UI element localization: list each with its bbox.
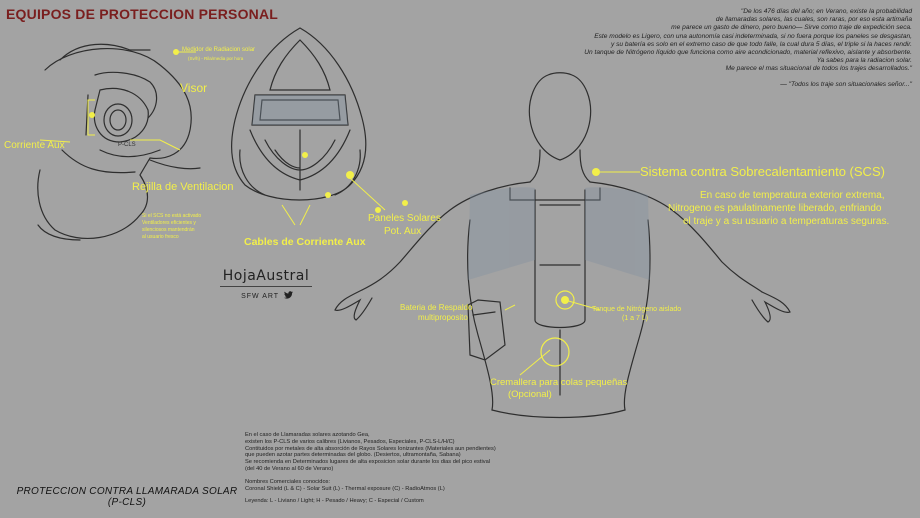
quote-line: "De los 476 días del año; en Verano, existe la probabilidad [740, 8, 912, 15]
footer-brands: Coronal Shield (L & C) - Solar Suit (L) - Thermal exposure (C) - RadioAtmos (L) [245, 485, 445, 492]
rejilla-note: al usuario fresco [142, 234, 179, 240]
label-corriente-aux: Corriente Aux [4, 140, 65, 151]
quote-line: de llamaradas solares, las cuales, son raras, por eso esta artimaña [715, 16, 912, 24]
footer-line: que pueden azotar partes determinadas del globo. (Desiertos, ultramontaña, Sabana) [245, 452, 461, 459]
suit-mark: P-CLS [118, 142, 136, 148]
quote-line: Ya sabes para la radiacion solar. [816, 57, 912, 65]
callout-dots [89, 49, 600, 304]
label-cremallera-sub: (Opcional) [508, 389, 552, 400]
quote-line: Me parece el mas situacional de todos los trajes desarrollados." [725, 65, 912, 73]
scs-desc: el traje y a su usuario a temperaturas seguras. [683, 216, 890, 227]
rejilla-note: silenciosos mantendrán [142, 227, 195, 233]
twitter-bird-icon [284, 291, 293, 299]
footer-notes [245, 432, 575, 505]
label-cables: Cables de Corriente Aux [244, 236, 366, 248]
label-tanque: Tanque de Nitrógeno aislado [592, 306, 682, 313]
quote-signature: — "Todos los traje son situacionales señor..." [780, 80, 912, 88]
label-medidor-sub: (Sv/h) - Rila/media por hora [188, 56, 244, 61]
suit-back-drawing [335, 73, 790, 418]
scs-desc: En caso de temperatura exterior extrema, [700, 190, 885, 201]
label-rejilla: Rejilla de Ventilacion [132, 181, 234, 193]
label-scs: Sistema contra Sobrecalentamiento (SCS) [640, 164, 885, 179]
label-bateria-sub: multiproposito [418, 313, 468, 322]
footer-line: Contituidos por metales de alta absorción de Rayos Solares Ionizantes (Materiales aun pendientes) [245, 445, 496, 452]
product-title-line: PROTECCION CONTRA LLAMARADA SOLAR [16, 486, 238, 497]
logo-sub [220, 290, 312, 300]
footer-line: Se recomienda en Determinados lugares de alta exposicion solar durante los dias del pico estival [245, 459, 491, 466]
label-medidor: Medidor de Radiacion solar [182, 47, 256, 53]
label-paneles: Paneles Solares [368, 213, 441, 224]
artist-logo [220, 268, 312, 300]
logo-name: HojaAustral [220, 268, 312, 287]
logo-sub-text: SFW ART [241, 293, 279, 300]
label-visor: Visor [180, 81, 208, 95]
rejilla-note: Si el SCS no está activado [142, 213, 202, 219]
label-paneles-pot: Pot. Aux [384, 226, 422, 237]
label-tanque-sub: (1 a 7 L) [622, 315, 649, 322]
quote-line: Un tanque de Nitrógeno líquido que funciona como aire acondicionado, material reflexivo, aislante y absorbente. [584, 49, 912, 57]
footer-line: (del 40 de Verano al 60 de Verano) [245, 465, 334, 472]
product-title [12, 486, 242, 508]
label-bateria: Bateria de Respaldo [400, 303, 473, 312]
quote-line: me parece un gasto de dinero, pero bueno— Sirve como traje de expedición seca. [671, 24, 912, 32]
quote-line: y su batería es solo en el extremo caso de que todo falle, la cual dura 5 días, el triple si la haces rendir. [610, 40, 912, 48]
page-title: EQUIPOS DE PROTECCION PERSONAL [6, 6, 279, 22]
quote-block [532, 8, 912, 89]
rejilla-note: Ventiladores eficientes y [142, 220, 196, 226]
product-title-abbrev: (P-CLS) [107, 497, 147, 508]
footer-line: En el caso de Llamaradas solares azotando Gea, [245, 432, 370, 438]
footer-legend: Leyenda: L - Liviano / Light; H - Pesado / Heavy; C - Especial / Custom [245, 498, 424, 505]
footer-line: existen los P-CLS de varios calibres (Livianos, Pesados, Especiales, P-CLS-L/H/C) [245, 438, 455, 445]
footer-brands-title: Nombres Comerciales conocidos: [245, 478, 331, 485]
label-cremallera: Cremallera para colas pequeñas [490, 377, 628, 388]
scs-desc: Nitrogeno es paulatinamente liberado, enfriando [668, 203, 882, 214]
quote-line: Este modelo es Ligero, con una autonomía casi indeterminada, si no fuera porque los paneles se desgastan, [594, 32, 912, 40]
